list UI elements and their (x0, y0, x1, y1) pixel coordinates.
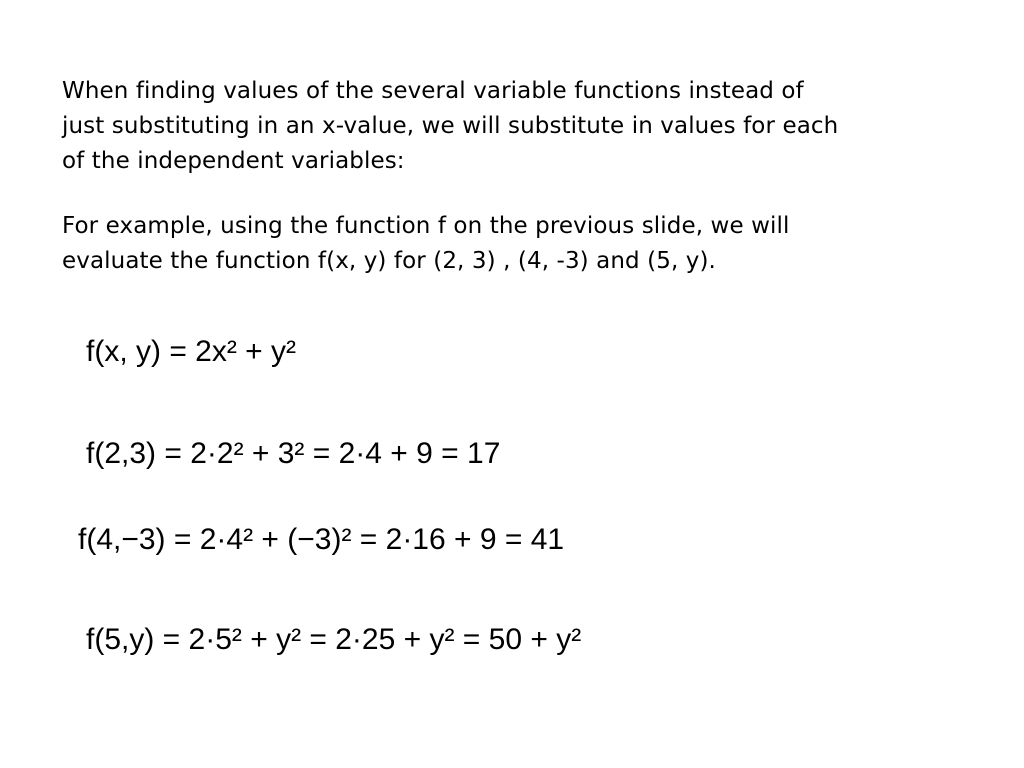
evaluation-equation-5-y: f(5,y) = 2·5² + y² = 2·25 + y² = 50 + y² (86, 623, 582, 656)
function-definition-equation: f(x, y) = 2x² + y² (86, 335, 297, 368)
text-line: just substituting in an x-value, we will substitute in values for each (62, 113, 839, 139)
text-line: When finding values of the several variable functions instead of (62, 78, 804, 104)
text-line: For example, using the function f on the previous slide, we will (62, 213, 790, 239)
text-line: of the independent variables: (62, 148, 405, 174)
example-paragraph (62, 209, 962, 279)
evaluation-equation-4-neg3: f(4,−3) = 2·4² + (−3)² = 2·16 + 9 = 41 (78, 523, 565, 556)
text-line: evaluate the function f(x, y) for (2, 3) , (4, -3) and (5, y). (62, 248, 716, 274)
evaluation-equation-2-3: f(2,3) = 2·2² + 3² = 2·4 + 9 = 17 (86, 437, 501, 470)
intro-paragraph (62, 74, 962, 179)
